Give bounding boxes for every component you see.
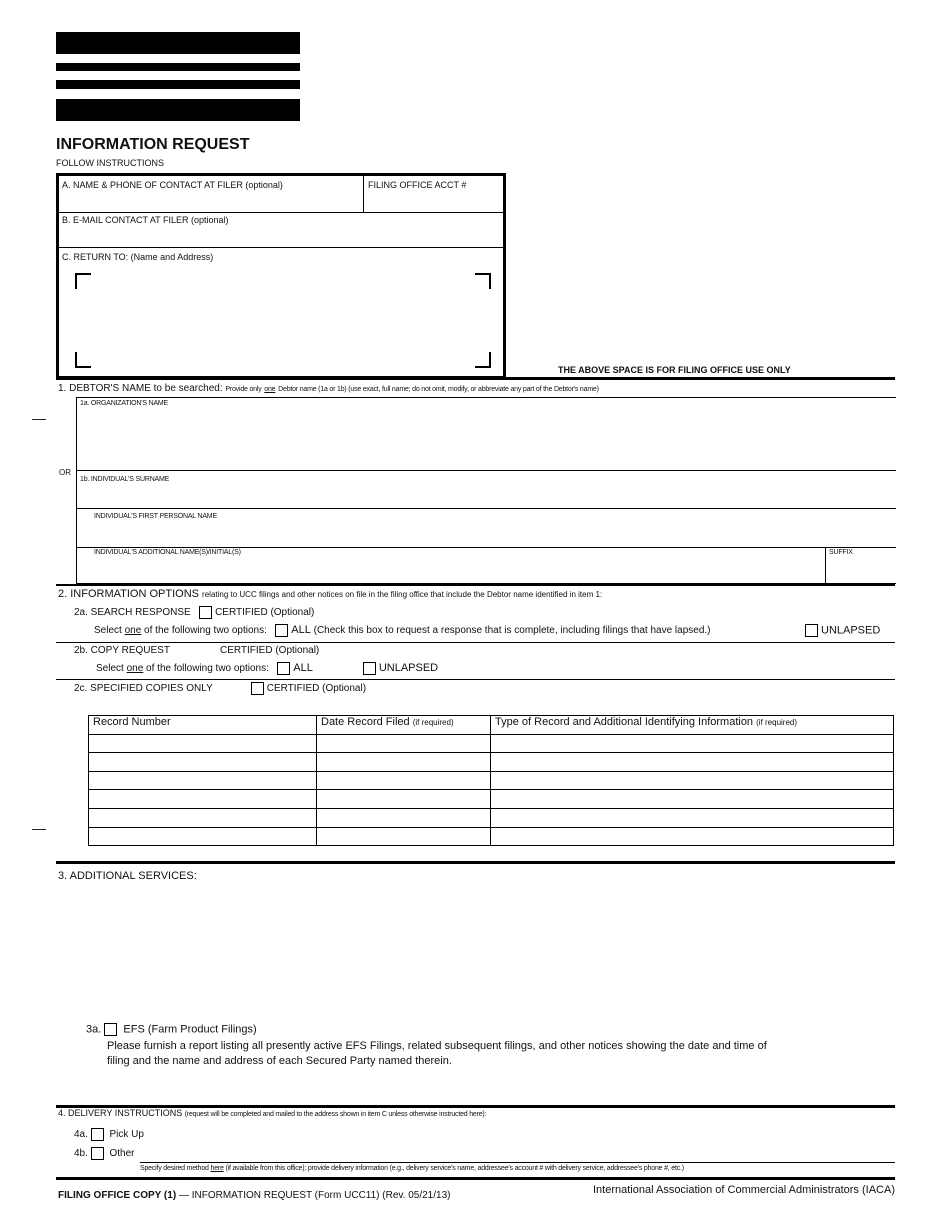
search-certified-checkbox[interactable] (199, 606, 212, 619)
section-4-heading: 4. DELIVERY INSTRUCTIONS (request will be completed and mailed to the address shown in item C unless otherwise instructed here): (58, 1108, 487, 1118)
barcode-bar (56, 99, 300, 121)
copy-unlapsed-checkbox[interactable] (363, 662, 376, 675)
records-table (88, 715, 894, 846)
first-name-field[interactable] (80, 523, 890, 545)
table-row[interactable] (89, 790, 894, 809)
margin-tick: — (32, 410, 46, 426)
search-unlapsed-checkbox[interactable] (805, 624, 818, 637)
efs-checkbox[interactable] (104, 1023, 117, 1036)
footer-form-id: FILING OFFICE COPY (1) — INFORMATION REQUEST (Form UCC11) (Rev. 05/21/13) (58, 1190, 451, 1201)
section-1-heading: 1. DEBTOR'S NAME to be searched: Provide only one Debtor name (1a or 1b) (use exact, full name; do not omit, modify, or abbreviate any part of the Debtor's name) (58, 383, 599, 394)
office-use-note: THE ABOVE SPACE IS FOR FILING OFFICE USE ONLY (558, 365, 791, 375)
table-row[interactable] (89, 771, 894, 790)
suffix-label: SUFFIX (829, 549, 853, 556)
specified-certified-checkbox[interactable] (251, 682, 264, 695)
suffix-field[interactable] (828, 559, 890, 581)
footer-iaca: International Association of Commercial Administrators (IACA) (592, 1184, 895, 1196)
table-row[interactable] (89, 734, 894, 753)
table-row[interactable] (89, 808, 894, 827)
form-title: INFORMATION REQUEST (56, 136, 250, 153)
efs-description-1: Please furnish a report listing all presently active EFS Filings, related subsequent filings, and other notices showing the date and time of (107, 1040, 767, 1052)
contact-label: A. NAME & PHONE OF CONTACT AT FILER (optional) (62, 180, 283, 190)
other-checkbox[interactable] (91, 1147, 104, 1160)
org-name-field[interactable] (80, 410, 890, 468)
surname-field[interactable] (80, 486, 890, 506)
search-options-row: Select one of the following two options: ALL (Check this box to request a response that is complete, including filings that have lapsed.) (94, 624, 711, 637)
search-response-row: 2a. SEARCH RESPONSE CERTIFIED (Optional) (74, 607, 315, 619)
barcode-bar (56, 80, 300, 89)
return-address-field[interactable] (75, 273, 491, 369)
table-row[interactable] (89, 827, 894, 846)
or-label: OR (59, 468, 71, 477)
copy-request-row: 2b. COPY REQUEST CERTIFIED (Optional) (74, 645, 320, 656)
return-to-label: C. RETURN TO: (Name and Address) (62, 252, 214, 262)
first-name-label: INDIVIDUAL'S FIRST PERSONAL NAME (94, 513, 217, 520)
efs-description-2: filing and the name and address of each Secured Party named therein. (107, 1055, 452, 1067)
table-row[interactable] (89, 753, 894, 772)
specified-copies-row: 2c. SPECIFIED COPIES ONLY CERTIFIED (Optional) (74, 683, 367, 695)
other-method-field[interactable] (142, 1146, 892, 1161)
delivery-instructions-note: Specify desired method here (if available from this office); provide delivery information (e.g., delivery service's name, addressee's account # with delivery service, addressee's phone #, etc.) (140, 1165, 684, 1172)
col-record-type: Type of Record and Additional Identifying Information (if required) (491, 716, 894, 735)
email-field[interactable] (60, 227, 500, 245)
additional-services-field[interactable] (58, 888, 893, 1018)
section-3-heading: 3. ADDITIONAL SERVICES: (58, 870, 197, 882)
surname-label: 1b. INDIVIDUAL'S SURNAME (80, 476, 170, 483)
additional-name-field[interactable] (80, 559, 820, 581)
copy-all-checkbox[interactable] (277, 662, 290, 675)
follow-instructions: FOLLOW INSTRUCTIONS (56, 158, 165, 168)
copy-options-row: Select one of the following two options: ALL UNLAPSED (96, 662, 439, 675)
contact-field[interactable] (60, 192, 360, 210)
pickup-option: 4a. Pick Up (74, 1129, 144, 1141)
barcode-bar (56, 32, 300, 54)
search-all-checkbox[interactable] (275, 624, 288, 637)
section-2-heading: 2. INFORMATION OPTIONS relating to UCC filings and other notices on file in the filing office that include the Debtor name identified in item 1: (58, 588, 603, 600)
pickup-checkbox[interactable] (91, 1128, 104, 1141)
col-date-filed: Date Record Filed (if required) (317, 716, 491, 735)
acct-label: FILING OFFICE ACCT # (368, 180, 467, 190)
org-name-label: 1a. ORGANIZATION'S NAME (80, 400, 169, 407)
efs-option: 3a. EFS (Farm Product Filings) (86, 1023, 257, 1036)
table-header-row (89, 716, 894, 735)
other-option: 4b. Other (74, 1148, 135, 1160)
margin-tick: — (32, 820, 46, 836)
col-record-number: Record Number (89, 716, 317, 735)
additional-name-label: INDIVIDUAL'S ADDITIONAL NAME(S)/INITIAL(S) (94, 549, 241, 556)
email-label: B. E-MAIL CONTACT AT FILER (optional) (62, 215, 229, 225)
barcode-bar (56, 63, 300, 71)
search-unlapsed-option: UNLAPSED (805, 624, 880, 637)
